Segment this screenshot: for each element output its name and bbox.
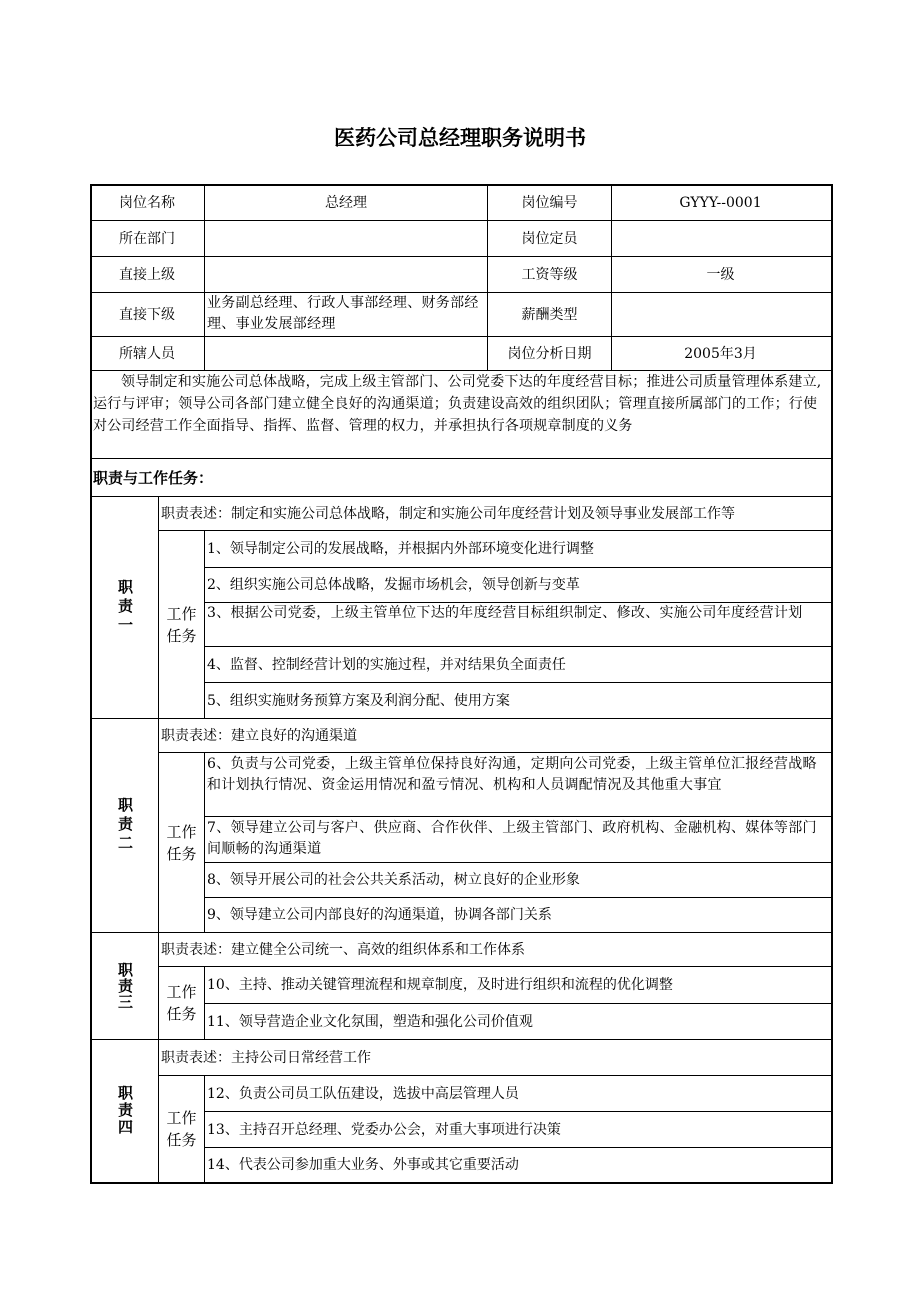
task-item: 9、领导建立公司内部良好的沟通渠道，协调各部门关系 [207,907,552,923]
position-name-label: 岗位名称 [119,195,175,211]
salary-grade-label: 工资等级 [521,266,578,283]
task-item: 4、监督、控制经营计划的实施过程，并对结果负全面责任 [207,656,566,673]
duty-2-label: 职责二 [116,797,134,854]
duty-4-statement: 职责表述：主持公司日常经营工作 [161,1049,371,1066]
page-title: 医药公司总经理职务说明书 [334,126,586,150]
position-code-label: 岗位编号 [521,195,578,211]
job-description-table [90,184,831,1184]
position-name-value: 总经理 [325,195,367,211]
task-item: 2、组织实施公司总体战略，发掘市场机会，领导创新与变革 [207,577,580,593]
analysis-date-value: 2005年3月 [684,345,757,362]
duty-3-task-label: 工作任务 [166,983,197,1023]
department-value [205,221,487,256]
duty-3-statement: 职责表述：建立健全公司统一、高效的组织体系和工作体系 [161,941,525,958]
task-item: 5、组织实施财务预算方案及利润分配、使用方案 [207,692,510,709]
task-item: 8、领导开展公司的社会公共关系活动，树立良好的企业形象 [207,872,580,888]
staff-label: 所辖人员 [119,345,175,362]
task-item: 10、主持、推动关键管理流程和规章制度，及时进行组织和流程的优化调整 [207,977,673,993]
subordinate-label: 直接下级 [119,306,175,323]
duty-1-label: 职责一 [116,579,134,636]
pay-type-value [612,293,829,336]
duty-4-label: 职责四 [116,1084,134,1136]
row-divider [204,816,831,817]
salary-grade-value: 一级 [706,266,735,283]
task-item: 12、负责公司员工队伍建设，选拔中高层管理人员 [207,1085,519,1102]
job-summary: 领导制定和实施公司总体战略，完成上级主管部门、公司党委下达的年度经营目标；推进公司质量管理体系建立,运行与评审；领导公司各部门建立健全良好的沟通渠道；负责建设高效的组织团队；管理直接所属部门的工作；行使对公司经营工作全面指导、指挥、监督、管理的权力，并承担执行各项规章制度的义务 [93,374,822,434]
duty-4-task-label: 工作任务 [166,1109,197,1149]
staff-value [205,337,487,370]
duty-1-statement: 职责表述：制定和实施公司总体战略，制定和实施公司年度经营计划及领导事业发展部工作等 [161,505,735,522]
superior-value [205,257,487,292]
duty-2-task-label: 工作任务 [166,822,197,863]
task-item: 7、领导建立公司与客户、供应商、合作伙伴、上级主管部门、政府机构、金融机构、媒体等部门间顺畅的沟通渠道 [207,820,817,857]
duties-header: 职责与工作任务： [93,468,214,487]
position-code-value: GYYY--0001 [679,195,762,211]
duty-2-statement: 职责表述：建立良好的沟通渠道 [161,727,357,744]
duty-1-task-label: 工作任务 [166,604,197,645]
department-label: 所在部门 [119,230,175,247]
task-item: 14、代表公司参加重大业务、外事或其它重要活动 [207,1157,519,1173]
headcount-label: 岗位定员 [521,230,578,247]
task-item: 1、领导制定公司的发展战略，并根据内外部环境变化进行调整 [207,541,594,557]
task-item: 3、根据公司党委，上级主管单位下达的年度经营目标组织制定、修改、实施公司年度经营计划 [207,605,803,621]
pay-type-label: 薪酬类型 [521,306,578,323]
task-item: 13、主持召开总经理、党委办公会，对重大事项进行决策 [207,1121,561,1138]
headcount-value [612,221,829,256]
superior-label: 直接上级 [119,266,175,283]
subordinate-value: 业务副总经理、行政人事部经理、财务部经理、事业发展部经理 [207,295,479,332]
analysis-date-label: 岗位分析日期 [507,345,592,362]
task-item: 11、领导营造企业文化氛围，塑造和强化公司价值观 [207,1013,533,1030]
duty-3-label: 职责三 [116,962,134,1010]
task-item: 6、负责与公司党委，上级主管单位保持良好沟通，定期向公司党委，上级主管单位汇报经营战略和计划执行情况、资金运用情况和盈亏情况、机构和人员调配情况及其他重大事宜 [207,756,817,793]
row-divider [158,752,831,753]
